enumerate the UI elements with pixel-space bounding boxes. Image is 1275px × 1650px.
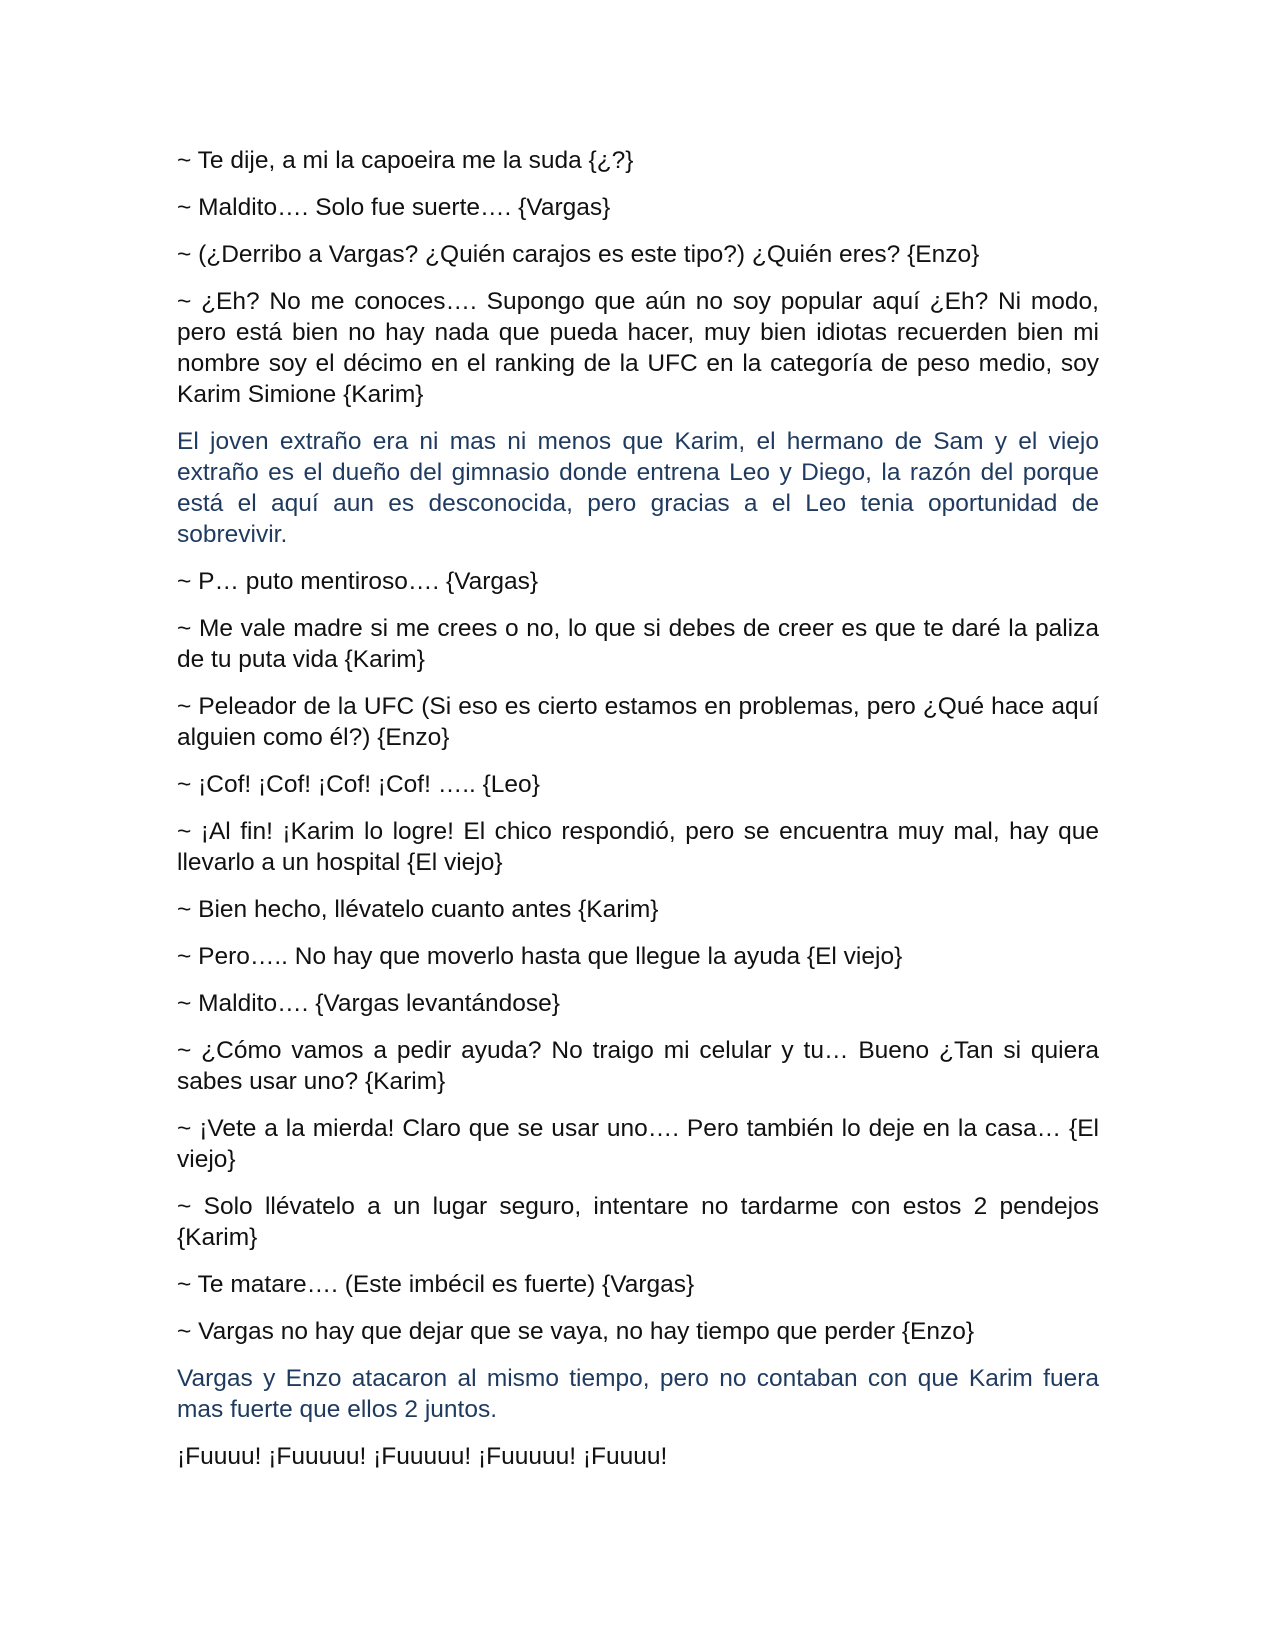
dialogue-paragraph: ~ Te dije, a mi la capoeira me la suda {¿?} [177,147,634,174]
dialogue-paragraph: ~ Bien hecho, llévatelo cuanto antes {Karim} [177,896,659,923]
dialogue-paragraph: ~ Solo llévatelo a un lugar seguro, intentare no tardarme con estos 2 pendejos {Karim} [177,1193,1099,1251]
narration-paragraph: El joven extraño era ni mas ni menos que Karim, el hermano de Sam y el viejo extraño es el dueño del gimnasio donde entrena Leo y Diego, la razón del porque está el aquí aun es desconocida, pero gracias a el Leo tenia oportunidad de sobrevivir. [177,428,1099,548]
dialogue-paragraph: ~ ¡Cof! ¡Cof! ¡Cof! ¡Cof! ….. {Leo} [177,771,540,798]
sound-effect-paragraph: ¡Fuuuu! ¡Fuuuuu! ¡Fuuuuu! ¡Fuuuuu! ¡Fuuuu! [177,1443,668,1470]
dialogue-paragraph: ~ ¡Vete a la mierda! Claro que se usar uno…. Pero también lo deje en la casa… {El viejo} [177,1115,1099,1173]
dialogue-paragraph: ~ Maldito…. Solo fue suerte…. {Vargas} [177,194,611,221]
document-body [177,145,1099,1488]
dialogue-paragraph: ~ ¿Cómo vamos a pedir ayuda? No traigo mi celular y tu… Bueno ¿Tan si quiera sabes usar uno? {Karim} [177,1037,1099,1095]
dialogue-paragraph: ~ ¡Al fin! ¡Karim lo logre! El chico respondió, pero se encuentra muy mal, hay que llevarlo a un hospital {El viejo} [177,818,1099,876]
dialogue-paragraph: ~ Peleador de la UFC (Si eso es cierto estamos en problemas, pero ¿Qué hace aquí alguien como él?) {Enzo} [177,693,1099,751]
dialogue-paragraph: ~ Pero….. No hay que moverlo hasta que llegue la ayuda {El viejo} [177,943,903,970]
dialogue-paragraph: ~ Vargas no hay que dejar que se vaya, no hay tiempo que perder {Enzo} [177,1318,975,1345]
dialogue-paragraph: ~ Te matare…. (Este imbécil es fuerte) {Vargas} [177,1271,695,1298]
narration-paragraph: Vargas y Enzo atacaron al mismo tiempo, pero no contaban con que Karim fuera mas fuerte que ellos 2 juntos. [177,1365,1099,1423]
dialogue-paragraph: ~ Me vale madre si me crees o no, lo que si debes de creer es que te daré la paliza de tu puta vida {Karim} [177,615,1099,673]
dialogue-paragraph: ~ Maldito…. {Vargas levantándose} [177,990,560,1017]
dialogue-paragraph: ~ (¿Derribo a Vargas? ¿Quién carajos es este tipo?) ¿Quién eres? {Enzo} [177,241,980,268]
dialogue-paragraph: ~ P… puto mentiroso…. {Vargas} [177,568,539,595]
dialogue-paragraph: ~ ¿Eh? No me conoces…. Supongo que aún no soy popular aquí ¿Eh? Ni modo, pero está bien no hay nada que pueda hacer, muy bien idiotas recuerden bien mi nombre soy el décimo en el ranking de la UFC en la categoría de peso medio, soy Karim Simione {Karim} [177,288,1099,408]
